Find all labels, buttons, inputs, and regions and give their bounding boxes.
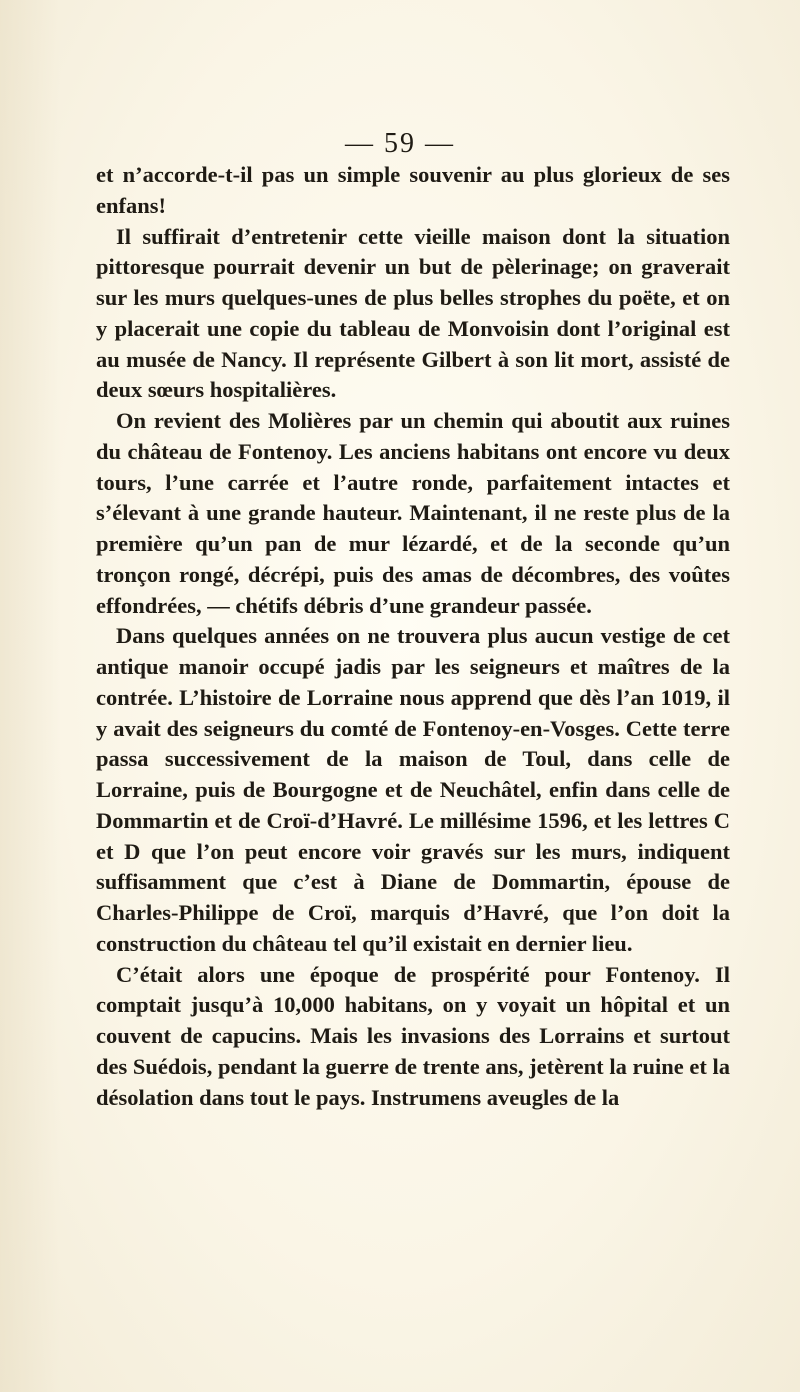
paragraph: C’était alors une époque de prospérité pour Fontenoy. Il comptait jusqu’à 10,000 habitans, on y voyait un hôpital et un couvent de capucins. Mais les invasions des Lorrains et surtout des Suédois, pendant la guerre de trente ans, jetèrent la ruine et la désolation dans tout le pays. Instrumens aveugles de la	[96, 961, 730, 1110]
paragraph: et n’accorde-t-il pas un simple souvenir au plus glorieux de ses enfans!	[96, 162, 730, 218]
paragraph: On revient des Molières par un chemin qui aboutit aux ruines du château de Fontenoy. Les anciens habitans ont encore vu deux tours, l’une carrée et l’autre ronde, parfaitement intactes et s’élevant à une grande hauteur. Maintenant, il ne reste plus de la première qu’un pan de mur lézardé, et de la seconde qu’un tronçon rongé, décrépi, puis des amas de décombres, des voûtes effondrées, — chétifs débris d’une grandeur passée.	[96, 408, 730, 618]
page-edge-shadow	[0, 0, 60, 1392]
paragraph: Dans quelques années on ne trouvera plus aucun vestige de cet antique manoir occupé jadis par les seigneurs et maîtres de la contrée. L’histoire de Lorraine nous apprend que dès l’an 1019, il y avait des seigneurs du comté de Fontenoy-en-Vosges. Cette terre passa successivement de la maison de Toul, dans celle de Lorraine, puis de Bourgogne et de Neuchâtel, enfin dans celle de Dommartin et de Croï-d’Havré. Le millésime 1596, et les lettres C et D que l’on peut encore voir gravés sur les murs, indiquent suffisamment que c’est à Diane de Dommartin, épouse de Charles-Philippe de Croï, marquis d’Havré, que l’on doit la construction du château tel qu’il existait en dernier lieu.	[96, 623, 730, 956]
page-number: — 59 —	[345, 128, 455, 159]
body-text	[96, 160, 730, 1113]
paragraph: Il suffirait d’entretenir cette vieille maison dont la situation pittoresque pourrait devenir un but de pèlerinage; on graverait sur les murs quelques-unes de plus belles strophes du poëte, et on y placerait une copie du tableau de Monvoisin dont l’original est au musée de Nancy. Il représente Gilbert à son lit mort, assisté de deux sœurs hospitalières.	[96, 223, 730, 403]
